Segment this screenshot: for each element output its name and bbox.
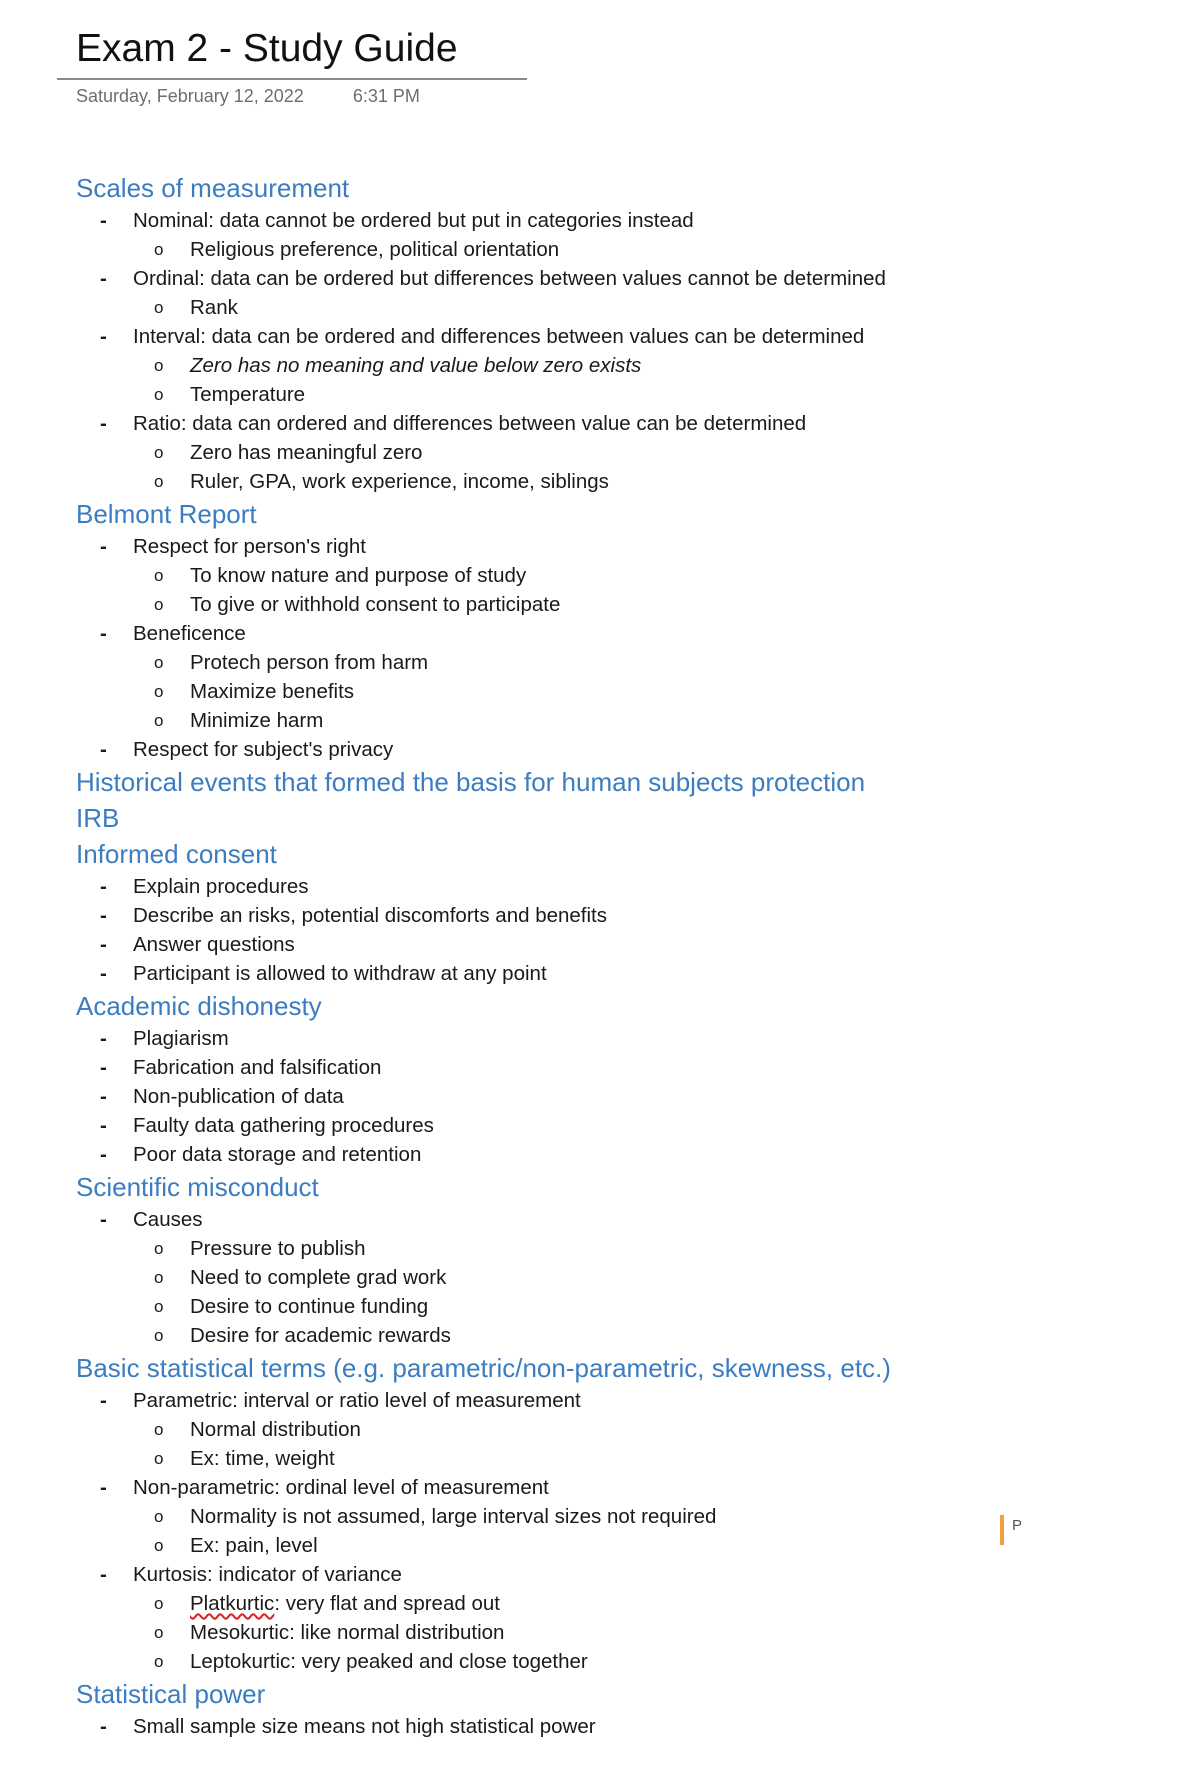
circle-bullet: o xyxy=(154,1623,164,1642)
list-item: - Ratio: data can ordered and differences between value can be determined xyxy=(76,409,976,438)
dash-bullet: - xyxy=(100,1143,107,1166)
list-item: o Normality is not assumed, large interval sizes not required xyxy=(76,1502,976,1531)
page-meta xyxy=(57,86,527,107)
list-item: - Respect for subject's privacy xyxy=(76,735,976,764)
list-item: o Normal distribution xyxy=(76,1415,976,1444)
list-item: - Answer questions xyxy=(76,930,976,959)
list-item: o Minimize harm xyxy=(76,706,976,735)
page-date: Saturday, February 12, 2022 xyxy=(76,86,304,106)
circle-bullet: o xyxy=(154,1326,164,1345)
list-item: - Parametric: interval or ratio level of measurement xyxy=(76,1386,976,1415)
circle-bullet: o xyxy=(154,385,164,404)
dash-bullet: - xyxy=(100,875,107,898)
list-item: - Kurtosis: indicator of variance xyxy=(76,1560,976,1589)
circle-bullet: o xyxy=(154,1652,164,1671)
list-item: - Causes xyxy=(76,1205,976,1234)
heading-historical: Historical events that formed the basis for human subjects protection xyxy=(76,767,866,797)
list-item: o Ruler, GPA, work experience, income, siblings xyxy=(76,467,976,496)
list-item: o Leptokurtic: very peaked and close together xyxy=(76,1647,976,1676)
dash-bullet: - xyxy=(100,962,107,985)
page-time: 6:31 PM xyxy=(352,86,420,106)
list-item: o Temperature xyxy=(76,380,976,409)
list-item: o To know nature and purpose of study xyxy=(76,561,976,590)
circle-bullet: o xyxy=(154,472,164,491)
heading-irb: IRB xyxy=(76,803,120,833)
list-item: o Rank xyxy=(76,293,976,322)
circle-bullet: o xyxy=(154,1297,164,1316)
dash-bullet: - xyxy=(100,1476,107,1499)
list-item: o Mesokurtic: like normal distribution xyxy=(76,1618,976,1647)
list-item: o Platkurtic: very flat and spread out xyxy=(76,1589,976,1618)
list-item: o Religious preference, political orientation xyxy=(76,235,976,264)
spellcheck-word[interactable]: Platkurtic xyxy=(190,1592,275,1615)
dash-bullet: - xyxy=(100,1056,107,1079)
list-item: o Ex: time, weight xyxy=(76,1444,976,1473)
dash-bullet: - xyxy=(100,267,107,290)
circle-bullet: o xyxy=(154,1594,164,1613)
list-item: o Zero has meaningful zero xyxy=(76,438,976,467)
heading-informed-consent: Informed consent xyxy=(76,839,277,869)
dash-bullet: - xyxy=(100,1715,107,1738)
circle-bullet: o xyxy=(154,566,164,585)
circle-bullet: o xyxy=(154,595,164,614)
heading-scientific-misconduct: Scientific misconduct xyxy=(76,1172,319,1202)
dash-bullet: - xyxy=(100,412,107,435)
heading-belmont: Belmont Report xyxy=(76,499,257,529)
heading-statistical-terms: Basic statistical terms (e.g. parametric/non-parametric, skewness, etc.) xyxy=(76,1353,891,1383)
list-item: - Describe an risks, potential discomforts and benefits xyxy=(76,901,976,930)
list-item: o Zero has no meaning and value below zero exists xyxy=(76,351,976,380)
list-item: o Desire for academic rewards xyxy=(76,1321,976,1350)
circle-bullet: o xyxy=(154,356,164,375)
list-item: o Ex: pain, level xyxy=(76,1531,976,1560)
circle-bullet: o xyxy=(154,240,164,259)
circle-bullet: o xyxy=(154,1449,164,1468)
list-item: - Beneficence xyxy=(76,619,976,648)
circle-bullet: o xyxy=(154,1239,164,1258)
edit-marker[interactable] xyxy=(1000,1515,1004,1545)
list-item: - Non-parametric: ordinal level of measurement xyxy=(76,1473,976,1502)
list-item: o Maximize benefits xyxy=(76,677,976,706)
list-item: - Nominal: data cannot be ordered but put in categories instead xyxy=(76,206,976,235)
dash-bullet: - xyxy=(100,1208,107,1231)
circle-bullet: o xyxy=(154,1268,164,1287)
circle-bullet: o xyxy=(154,711,164,730)
circle-bullet: o xyxy=(154,653,164,672)
circle-bullet: o xyxy=(154,682,164,701)
list-item: o To give or withhold consent to participate xyxy=(76,590,976,619)
heading-academic-dishonesty: Academic dishonesty xyxy=(76,991,322,1021)
note-content[interactable] xyxy=(76,170,976,1741)
dash-bullet: - xyxy=(100,1027,107,1050)
list-item: - Respect for person's right xyxy=(76,532,976,561)
dash-bullet: - xyxy=(100,1389,107,1412)
list-item: - Faulty data gathering procedures xyxy=(76,1111,976,1140)
dash-bullet: - xyxy=(100,738,107,761)
heading-scales: Scales of measurement xyxy=(76,173,350,203)
dash-bullet: - xyxy=(100,904,107,927)
dash-bullet: - xyxy=(100,325,107,348)
list-item: - Non-publication of data xyxy=(76,1082,976,1111)
circle-bullet: o xyxy=(154,1536,164,1555)
list-item: - Fabrication and falsification xyxy=(76,1053,976,1082)
list-item: o Protech person from harm xyxy=(76,648,976,677)
dash-bullet: - xyxy=(100,209,107,232)
circle-bullet: o xyxy=(154,298,164,317)
author-marker-letter: P xyxy=(1012,1517,1023,1534)
dash-bullet: - xyxy=(100,1563,107,1586)
list-item: - Explain procedures xyxy=(76,872,976,901)
list-item: o Pressure to publish xyxy=(76,1234,976,1263)
circle-bullet: o xyxy=(154,443,164,462)
list-item: - Plagiarism xyxy=(76,1024,976,1053)
dash-bullet: - xyxy=(100,622,107,645)
list-item: - Poor data storage and retention xyxy=(76,1140,976,1169)
heading-statistical-power: Statistical power xyxy=(76,1679,266,1709)
dash-bullet: - xyxy=(100,933,107,956)
circle-bullet: o xyxy=(154,1420,164,1439)
circle-bullet: o xyxy=(154,1507,164,1526)
list-item: o Need to complete grad work xyxy=(76,1263,976,1292)
list-item: - Small sample size means not high statistical power xyxy=(76,1712,976,1741)
page-title[interactable]: Exam 2 - Study Guide xyxy=(57,20,527,80)
list-item: o Desire to continue funding xyxy=(76,1292,976,1321)
list-item: - Ordinal: data can be ordered but differences between values cannot be determined xyxy=(76,264,976,293)
title-block xyxy=(57,20,527,107)
dash-bullet: - xyxy=(100,1114,107,1137)
list-item: - Interval: data can be ordered and differences between values can be determined xyxy=(76,322,976,351)
dash-bullet: - xyxy=(100,535,107,558)
list-item: - Participant is allowed to withdraw at any point xyxy=(76,959,976,988)
dash-bullet: - xyxy=(100,1085,107,1108)
